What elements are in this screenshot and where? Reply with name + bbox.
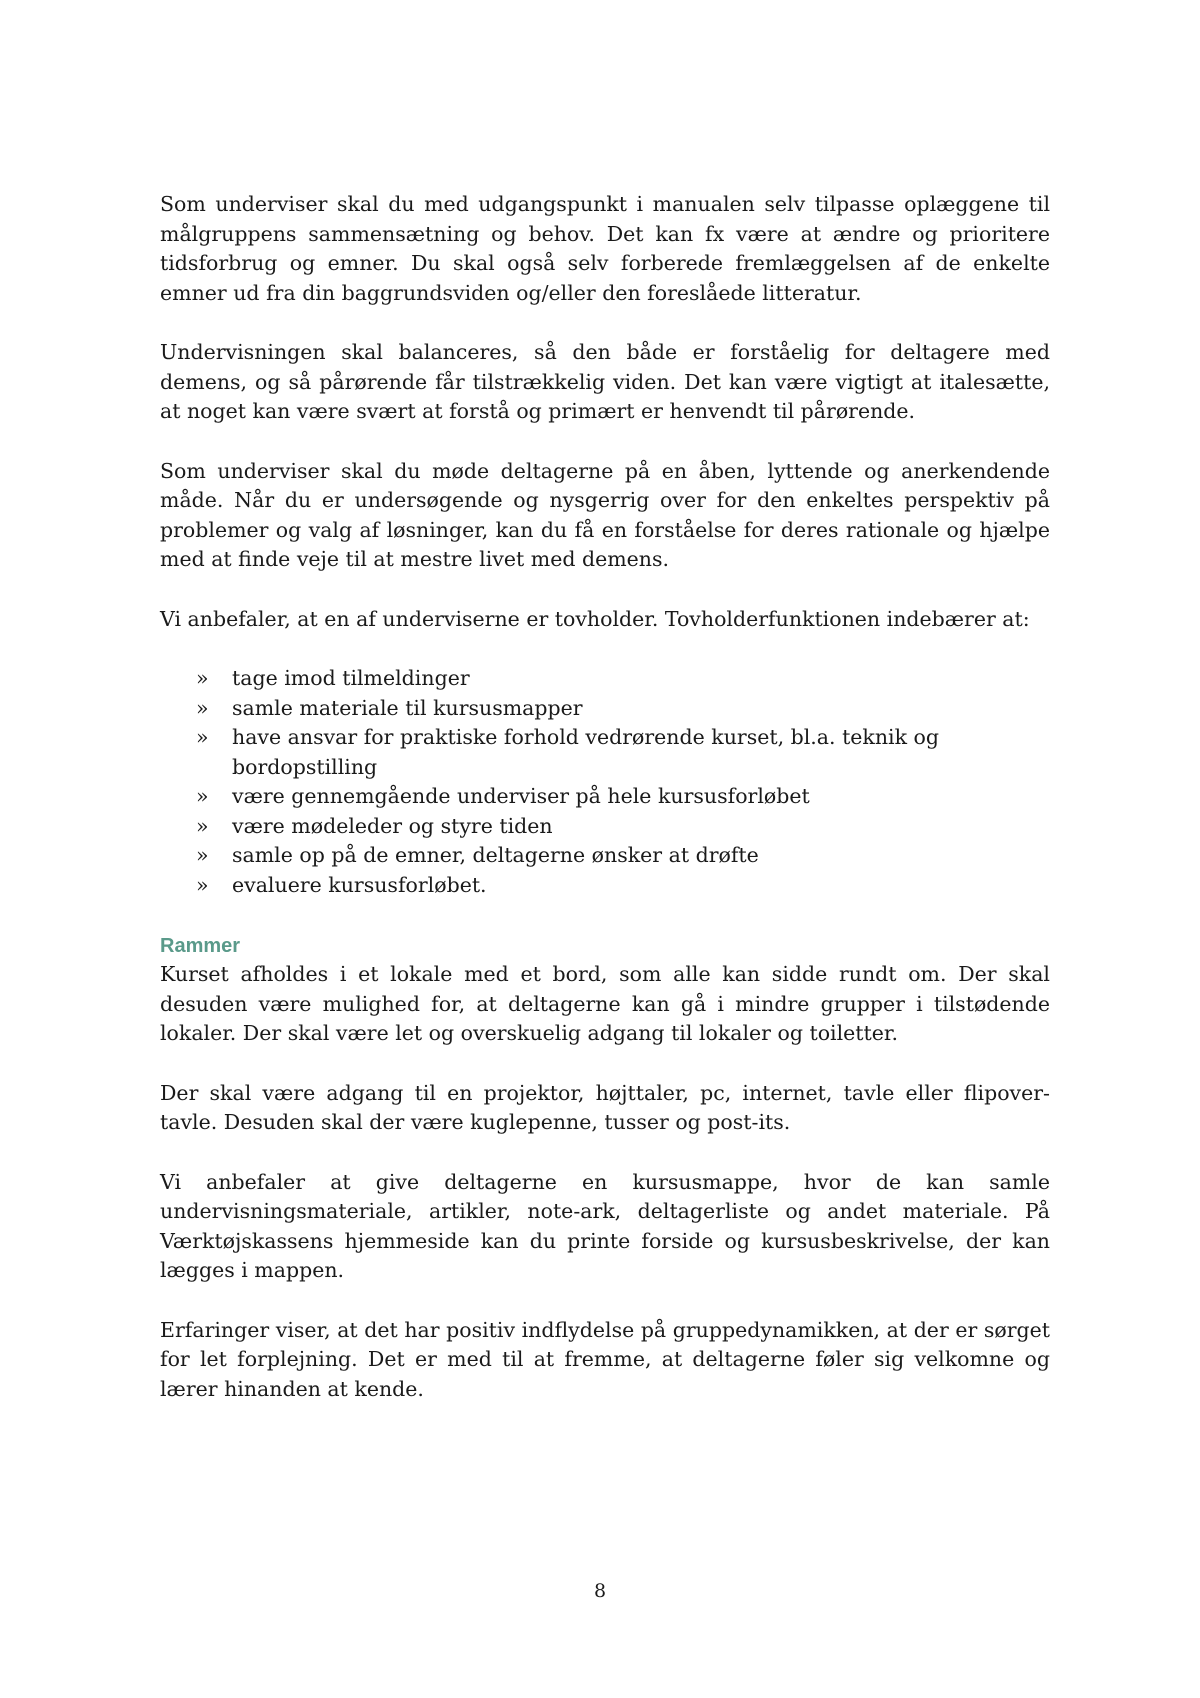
- paragraph-5: Kurset afholdes i et lokale med et bord, som alle kan sidde rundt om. Der skal desuden være mulighed for, at deltagerne kan gå i mindre grupper i tilstødende lokaler. Der skal være let og overskuelig adgang til lokaler og toiletter.: [160, 962, 1050, 1045]
- section-heading-rammer: Rammer: [160, 935, 241, 957]
- page-number: 8: [593, 1580, 607, 1602]
- tovholder-task-list: [160, 664, 1050, 900]
- list-item: [160, 841, 1050, 871]
- list-item-text: være gennemgående underviser på hele kursusforløbet: [232, 784, 810, 808]
- bullet-marker: »: [196, 695, 209, 720]
- list-item-text: være mødeleder og styre tiden: [232, 813, 553, 838]
- bullet-marker: »: [196, 843, 209, 867]
- paragraph-2: Undervisningen skal balanceres, så den både er forståelig for deltagere med demens, og så pårørende får tilstrækkelig viden. Det kan være vigtigt at italesætte, at noget kan være svært at forstå og primært er henvendt til pårørende.: [160, 340, 1050, 423]
- paragraph-1: Som underviser skal du med udgangspunkt i manualen selv tilpasse oplæggene til målgruppens sammensætning og behov. Det kan fx være at ændre og prioritere tidsforbrug og emner. Du skal også selv forberede fremlæggelsen af de enkelte emner ud fra din baggrundsviden og/eller den foreslåede litteratur.: [160, 192, 1050, 305]
- paragraph-6: Der skal være adgang til en projektor, højttaler, pc, internet, tavle eller flipover-tavle. Desuden skal der være kuglepenne, tusser og post-its.: [160, 1080, 1050, 1134]
- list-item: [160, 812, 1050, 842]
- list-item: [160, 782, 1050, 812]
- paragraph-3: Som underviser skal du møde deltagerne på en åben, lyttende og anerkendende måde. Når du er undersøgende og nysgerrig over for den enkeltes perspektiv på problemer og valg af løsninger, kan du få en forståelse for deres rationale og hjælpe med at finde veje til at mestre livet med demens.: [160, 458, 1050, 571]
- paragraph-4: Vi anbefaler, at en af underviserne er tovholder. Tovholderfunktionen indebærer at:: [160, 606, 1030, 631]
- list-item-text: samle op på de emner, deltagerne ønsker at drøfte: [232, 843, 759, 867]
- document-page: [160, 190, 1050, 1434]
- list-item: [160, 664, 1050, 694]
- bullet-marker: »: [196, 725, 209, 749]
- bullet-marker: »: [196, 666, 209, 690]
- list-item-text: evaluere kursusforløbet.: [232, 872, 487, 897]
- list-item-text: have ansvar for praktiske forhold vedrørende kurset, bl.a. teknik og bordopstilling: [232, 725, 940, 779]
- bullet-marker: »: [196, 813, 209, 838]
- bullet-marker: »: [196, 784, 209, 808]
- list-item-text: tage imod tilmeldinger: [232, 666, 470, 690]
- list-item: [160, 871, 1050, 901]
- list-item: [160, 723, 1050, 782]
- paragraph-8: Erfaringer viser, at det har positiv indflydelse på gruppedynamikken, at der er sørget for let forplejning. Det er med til at fremme, at deltagerne føler sig velkomne og lærer hinanden at kende.: [160, 1317, 1050, 1401]
- bullet-marker: »: [196, 872, 209, 897]
- list-item: [160, 694, 1050, 724]
- list-item-text: samle materiale til kursusmapper: [232, 695, 583, 720]
- paragraph-7: Vi anbefaler at give deltagerne en kursusmappe, hvor de kan samle undervisningsmateriale, artikler, note-ark, deltagerliste og andet materiale. På Værktøjskassens hjemmeside kan du printe forside og kursusbeskrivelse, der kan lægges i mappen.: [160, 1169, 1050, 1282]
